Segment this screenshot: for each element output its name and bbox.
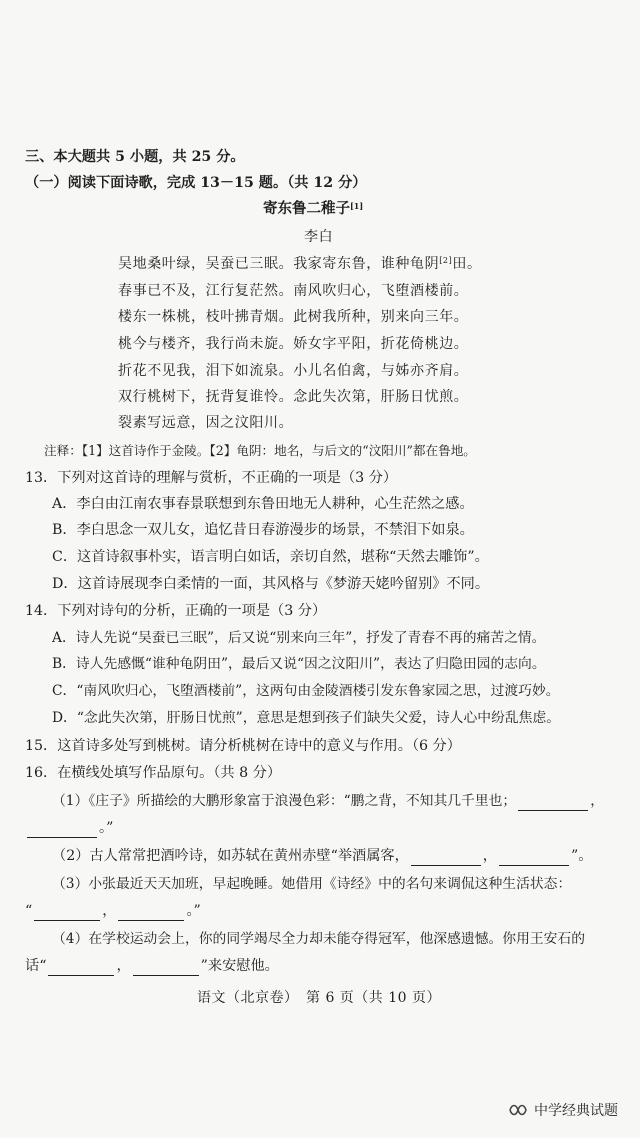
poem-line: 双行桃树下，抚背复谁怜。念此失次第，肝肠日忧煎。	[118, 389, 469, 405]
q16-sub1-end: 。”	[99, 820, 114, 836]
q16-sub2-end: ”。	[571, 848, 593, 864]
q16-sub2	[52, 846, 592, 866]
q16-sub1: （1）《庄子》所描绘的大鹏形象富于浪漫色彩：“鹏之背，不知其几千里也； ，	[52, 793, 605, 809]
poem-title-text: 寄东鲁二稚子	[263, 200, 350, 217]
q16-sub4-cont	[25, 956, 279, 976]
poem-line-note: [2]	[439, 256, 453, 265]
q16-sub1-cont	[25, 818, 113, 838]
q16-sub4-comma: ，	[116, 958, 131, 974]
answer-blank[interactable]	[133, 961, 199, 976]
answer-blank[interactable]	[411, 851, 481, 866]
q13-option-c: C．这首诗叙事朴实，语言明白如话，亲切自然，堪称“天然去雕饰”。	[52, 549, 489, 565]
poem-note: 注释：【1】这首诗作于金陵。【2】龟阴：地名，与后文的“汶阳川”都在鲁地。	[44, 443, 476, 458]
q16-sub2-comma: ，	[482, 848, 497, 864]
watermark-text: 中学经典试题	[534, 1103, 618, 1119]
q13-option-a: A．李白由江南农事春景联想到东鲁田地无人耕种，心生茫然之感。	[52, 496, 474, 512]
poem-line: 裂素写远意，因之汶阳川。	[118, 415, 294, 431]
q16-sub2-text: （2）古人常常把酒吟诗，如苏轼在黄州赤壁“举酒属客，	[52, 848, 409, 864]
q14-stem: 14．下列对诗句的分析，正确的一项是（3 分）	[25, 603, 327, 619]
poem-line: 折花不见我，泪下如流泉。小儿名伯禽，与姊亦齐肩。	[118, 363, 469, 379]
q16-sub3: （3）小张最近天天加班，早起晚睡。她借用《诗经》中的名句来调侃这种生活状态：	[52, 876, 572, 892]
poem-line: 桃今与楼齐，我行尚未旋。娇女字平阳，折花倚桃边。	[118, 336, 469, 352]
poem-line: 楼东一株桃，枝叶拂青烟。此树我所种，别来向三年。	[118, 309, 469, 325]
poem-line: 春事已不及，江行复茫然。南风吹归心，飞堕酒楼前。	[118, 283, 469, 299]
poem-line-text: 吴地桑叶绿，吴蚕已三眠。我家寄东鲁，谁种龟阴	[118, 256, 440, 272]
q14-option-d: D．“念此失次第，肝肠日忧煎”，意思是想到孩子们缺失父爱，诗人心中纷乱焦虑。	[52, 710, 561, 726]
answer-blank[interactable]	[27, 823, 97, 838]
q13-option-b: B．李白思念一双儿女，追忆昔日春游漫步的场景，不禁泪下如泉。	[52, 522, 474, 538]
q13-option-d: D．这首诗展现李白柔情的一面，其风格与《梦游天姥吟留别》不同。	[52, 576, 490, 592]
watermark	[508, 1100, 618, 1120]
wechat-channel-icon	[508, 1102, 528, 1118]
page-footer: 语文（北京卷） 第 6 页（共 10 页）	[197, 990, 442, 1006]
section-heading: 三、本大题共 5 小题，共 25 分。	[25, 149, 245, 165]
q16-sub4-pre: 话“	[25, 958, 47, 974]
answer-blank[interactable]	[518, 796, 588, 811]
poem-title	[263, 199, 363, 219]
answer-blank[interactable]	[48, 961, 114, 976]
answer-blank[interactable]	[118, 906, 184, 921]
q16-sub3-comma: ，	[102, 903, 117, 919]
q16-sub3-cont	[25, 901, 201, 921]
q16-sub4-end: ”来安慰他。	[200, 958, 279, 974]
q14-option-c: C．“南风吹归心，飞堕酒楼前”，这两句由金陵酒楼引发东鲁家园之思，过渡巧妙。	[52, 683, 560, 699]
section-part: （一）阅读下面诗歌，完成 13－15 题。（共 12 分）	[25, 175, 367, 191]
q14-option-b: B．诗人先感慨“谁种龟阴田”，最后又说“因之汶阳川”，表达了归隐田园的志向。	[52, 656, 546, 672]
poem-line-text: 田。	[452, 256, 482, 272]
q15-stem: 15．这首诗多处写到桃树。请分析桃树在诗中的意义与作用。（6 分）	[25, 738, 461, 754]
q14-option-a: A．诗人先说“吴蚕已三眠”，后又说“别来向三年”，抒发了青春不再的痛苦之情。	[52, 630, 546, 646]
q16-stem: 16．在横线处填写作品原句。（共 8 分）	[25, 765, 282, 781]
q13-stem: 13．下列对这首诗的理解与赏析，不正确的一项是（3 分）	[25, 470, 398, 486]
answer-blank[interactable]	[34, 906, 100, 921]
q16-sub1-text: （1）《庄子》所描绘的大鹏形象富于浪漫色彩：“鹏之背，不知其几千里也；	[52, 793, 517, 809]
poem-author: 李白	[304, 229, 334, 245]
poem-title-note: [1]	[350, 201, 364, 211]
poem-line	[118, 254, 482, 274]
q16-sub3-open: “	[25, 903, 33, 919]
answer-blank[interactable]	[499, 851, 569, 866]
q16-sub3-end: 。”	[186, 903, 201, 919]
q16-sub4: （4）在学校运动会上，你的同学竭尽全力却未能夺得冠军，他深感遗憾。你用王安石的	[52, 931, 586, 947]
